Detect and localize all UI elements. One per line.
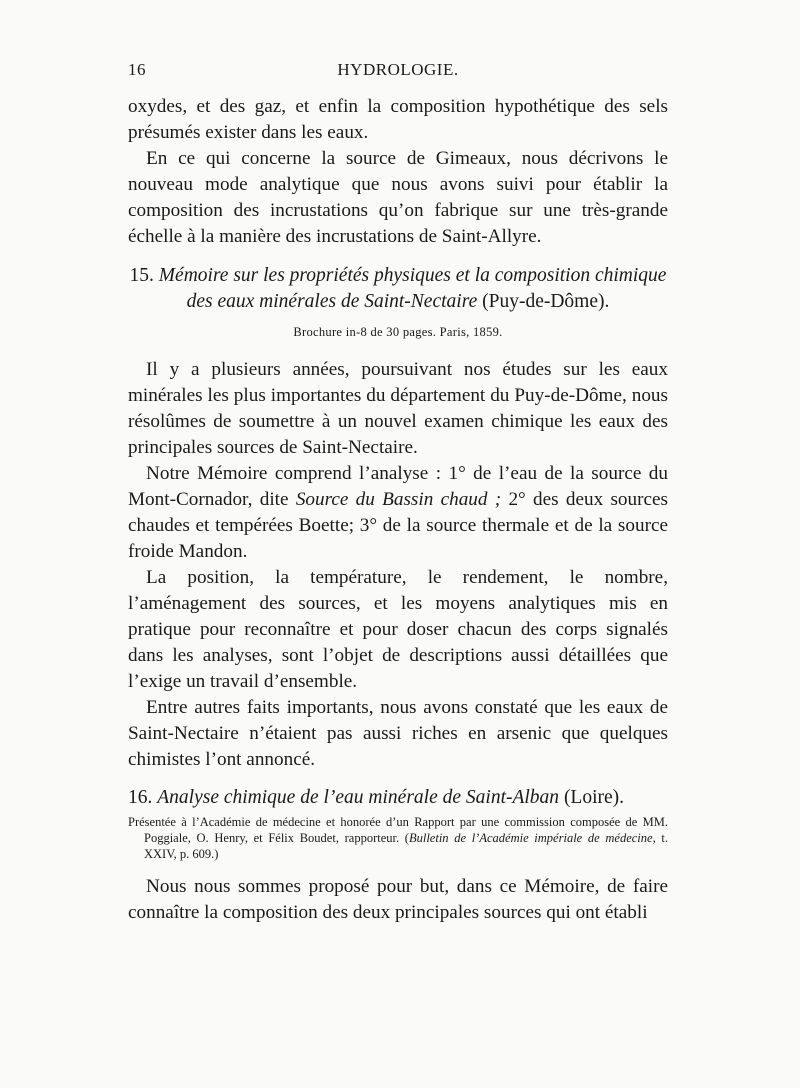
entry-15-p2-end: 2° des deux sources chaudes et tempérées Boette; 3° de la source thermale et de la source froide Mandon. [128, 489, 668, 562]
entry-16-title-tail: (Loire). [563, 787, 625, 808]
entry-15-paragraph-4: Entre autres faits importants, nous avons constaté que les eaux de Saint-Nectaire n’étaient pas aussi riches en arsenic que quelques chimistes l’ont annoncé. [128, 697, 668, 770]
entry-16-biblio-end: , t. XXIV, p. 609.) [144, 831, 668, 861]
entry-16-title-italic: Analyse chimique de l’eau minérale de Saint-Alban [157, 787, 560, 808]
entry-15-paragraph-2 [128, 461, 668, 565]
entry-15-number: 15. [129, 265, 154, 286]
entry-15-p2-italic: Source du Bassin chaud ; [295, 489, 502, 510]
entry-15-paragraph-1: Il y a plusieurs années, poursuivant nos études sur les eaux minérales les plus importantes du département du Puy-de-Dôme, nous résolûmes de soumettre à un nouvel examen chimique les eaux des principales sources de Saint-Nectaire. [128, 359, 668, 458]
entry-15-title-italic: Mémoire sur les propriétés physiques et la composition chimique des eaux minérales de Saint-Nectaire [158, 265, 667, 312]
entry-16-biblio-italic: Bulletin de l’Académie impériale de médecine [408, 831, 653, 845]
entry-15-biblio: Brochure in-8 de 30 pages. Paris, 1859. [293, 325, 503, 339]
entry-16-biblio [128, 814, 668, 862]
page-number: 16 [128, 60, 146, 79]
entry-15-title-tail: (Puy-de-Dôme). [482, 291, 610, 312]
paragraph-continued: oxydes, et des gaz, et enfin la composition hypothétique des sels présumés exister dans les eaux. [128, 96, 668, 143]
entry-15-title [128, 263, 668, 315]
entry-16-number: 16. [128, 787, 153, 808]
entry-16-title [128, 785, 668, 811]
running-title: HYDROLOGIE. [337, 60, 459, 79]
paragraph-gimeaux: En ce qui concerne la source de Gimeaux, nous décrivons le nouveau mode analytique que nous avons suivi pour établir la composition des incrustations qu’on fabrique sur une très-grande échelle à la manière des incrustations de Saint-Allyre. [128, 148, 668, 247]
entry-16-paragraph-1: Nous nous sommes proposé pour but, dans ce Mémoire, de faire connaître la composition des deux principales sources qui ont établi [128, 876, 668, 923]
entry-15-paragraph-3: La position, la température, le rendement, le nombre, l’aménagement des sources, et les moyens analytiques mis en pratique pour reconnaître et pour doser chacun des corps signalés dans les analyses, sont l’objet de descriptions aussi détaillées que l’exige un travail d’ensemble. [128, 567, 668, 692]
entry-15-p2-start: Notre Mémoire comprend l’analyse : 1° de l’eau de la source du Mont-Cornador, dite [128, 463, 668, 510]
entry-16-biblio-start: Présentée à l’Académie de médecine et honorée d’un Rapport par une commission composée de MM. Poggiale, O. Henry, et Félix Boudet, rapporteur. ( [128, 815, 668, 845]
page-body [128, 94, 668, 926]
